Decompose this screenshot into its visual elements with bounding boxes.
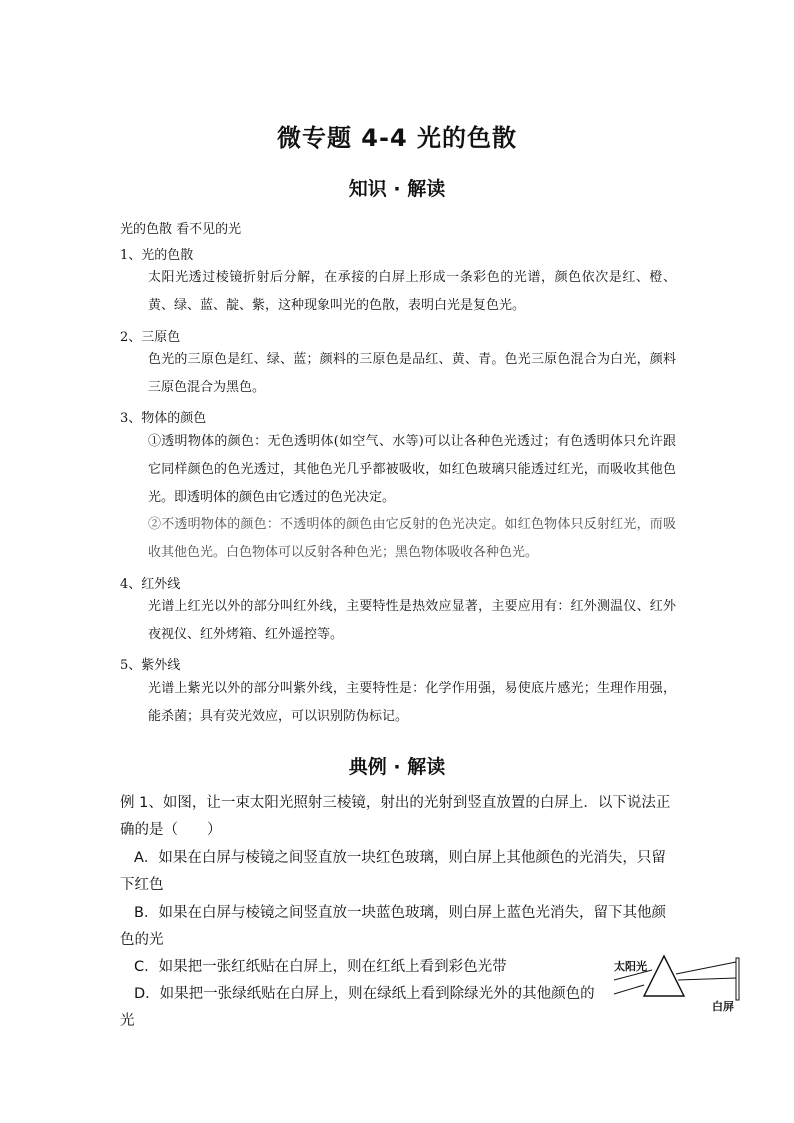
section-paragraph: ②不透明物体的颜色：不透明体的颜色由它反射的色光决定。如红色物体只反射红光，而吸收其他色光。白色物体可以反射各种色光；黑色物体吸收各种色光。 xyxy=(148,517,676,560)
white-screen xyxy=(736,958,739,1000)
example-heading: 典例 · 解读 xyxy=(348,756,446,778)
section-paragraph: 光谱上紫光以外的部分叫紫外线，主要特性是：化学作用强，易使底片感光；生理作用强，能杀菌；具有荧光效应，可以识别防伪标记。 xyxy=(148,681,676,724)
knowledge-heading: 知识 · 解读 xyxy=(348,178,446,200)
incident-ray xyxy=(614,985,644,994)
option-d: D．如果把一张绿纸贴在白屏上，则在绿纸上看到除绿光外的其他颜色的光 xyxy=(120,986,595,1029)
prism-diagram xyxy=(606,952,746,1014)
knowledge-subtitle: 光的色散 看不见的光 xyxy=(120,222,242,237)
section-paragraph: 色光的三原色是红、绿、蓝；颜料的三原色是品红、黄、青。色光三原色混合为白光，颜料三原色混合为黑色。 xyxy=(148,352,676,395)
sunlight-label: 太阳光 xyxy=(614,960,647,973)
section-paragraph: 太阳光透过棱镜折射后分解，在承接的白屏上形成一条彩色的光谱，颜色依次是红、橙、黄、绿、蓝、靛、紫，这种现象叫光的色散，表明白光是复色光。 xyxy=(148,270,676,313)
prism-triangle xyxy=(644,956,684,996)
page-title: 微专题 4-4 光的色散 xyxy=(276,124,518,152)
refracted-ray xyxy=(676,962,736,974)
screen-label: 白屏 xyxy=(712,1000,734,1013)
option-c: C．如果把一张红纸贴在白屏上，则在红纸上看到彩色光带 xyxy=(134,959,507,975)
section-heading-ultraviolet: 5、紫外线 xyxy=(120,658,181,673)
section-heading-dispersion: 1、光的色散 xyxy=(120,248,194,263)
section-heading-infrared: 4、红外线 xyxy=(120,577,181,592)
section-paragraph: 光谱上红光以外的部分叫红外线，主要特性是热效应显著，主要应用有：红外测温仪、红外夜视仪、红外烤箱、红外遥控等。 xyxy=(148,599,676,642)
option-a: A．如果在白屏与棱镜之间竖直放一块红色玻璃，则白屏上其他颜色的光消失，只留下红色 xyxy=(120,850,666,893)
section-heading-primary-colors: 2、三原色 xyxy=(120,330,181,345)
example-question: 例 1、如图，让一束太阳光照射三棱镜，射出的光射到竖直放置的白屏上．以下说法正确的是（ ） xyxy=(120,795,671,838)
section-heading-object-color: 3、物体的颜色 xyxy=(120,411,207,426)
refracted-ray xyxy=(678,978,736,980)
option-b: B．如果在白屏与棱镜之间竖直放一块蓝色玻璃，则白屏上蓝色光消失，留下其他颜色的光 xyxy=(120,905,666,948)
section-paragraph: ①透明物体的颜色：无色透明体(如空气、水等)可以让各种色光透过；有色透明体只允许跟它同样颜色的色光透过，其他色光几乎都被吸收，如红色玻璃只能透过红光，而吸收其他色光。即透明体的颜色由它透过的色光决定。 xyxy=(148,434,676,505)
